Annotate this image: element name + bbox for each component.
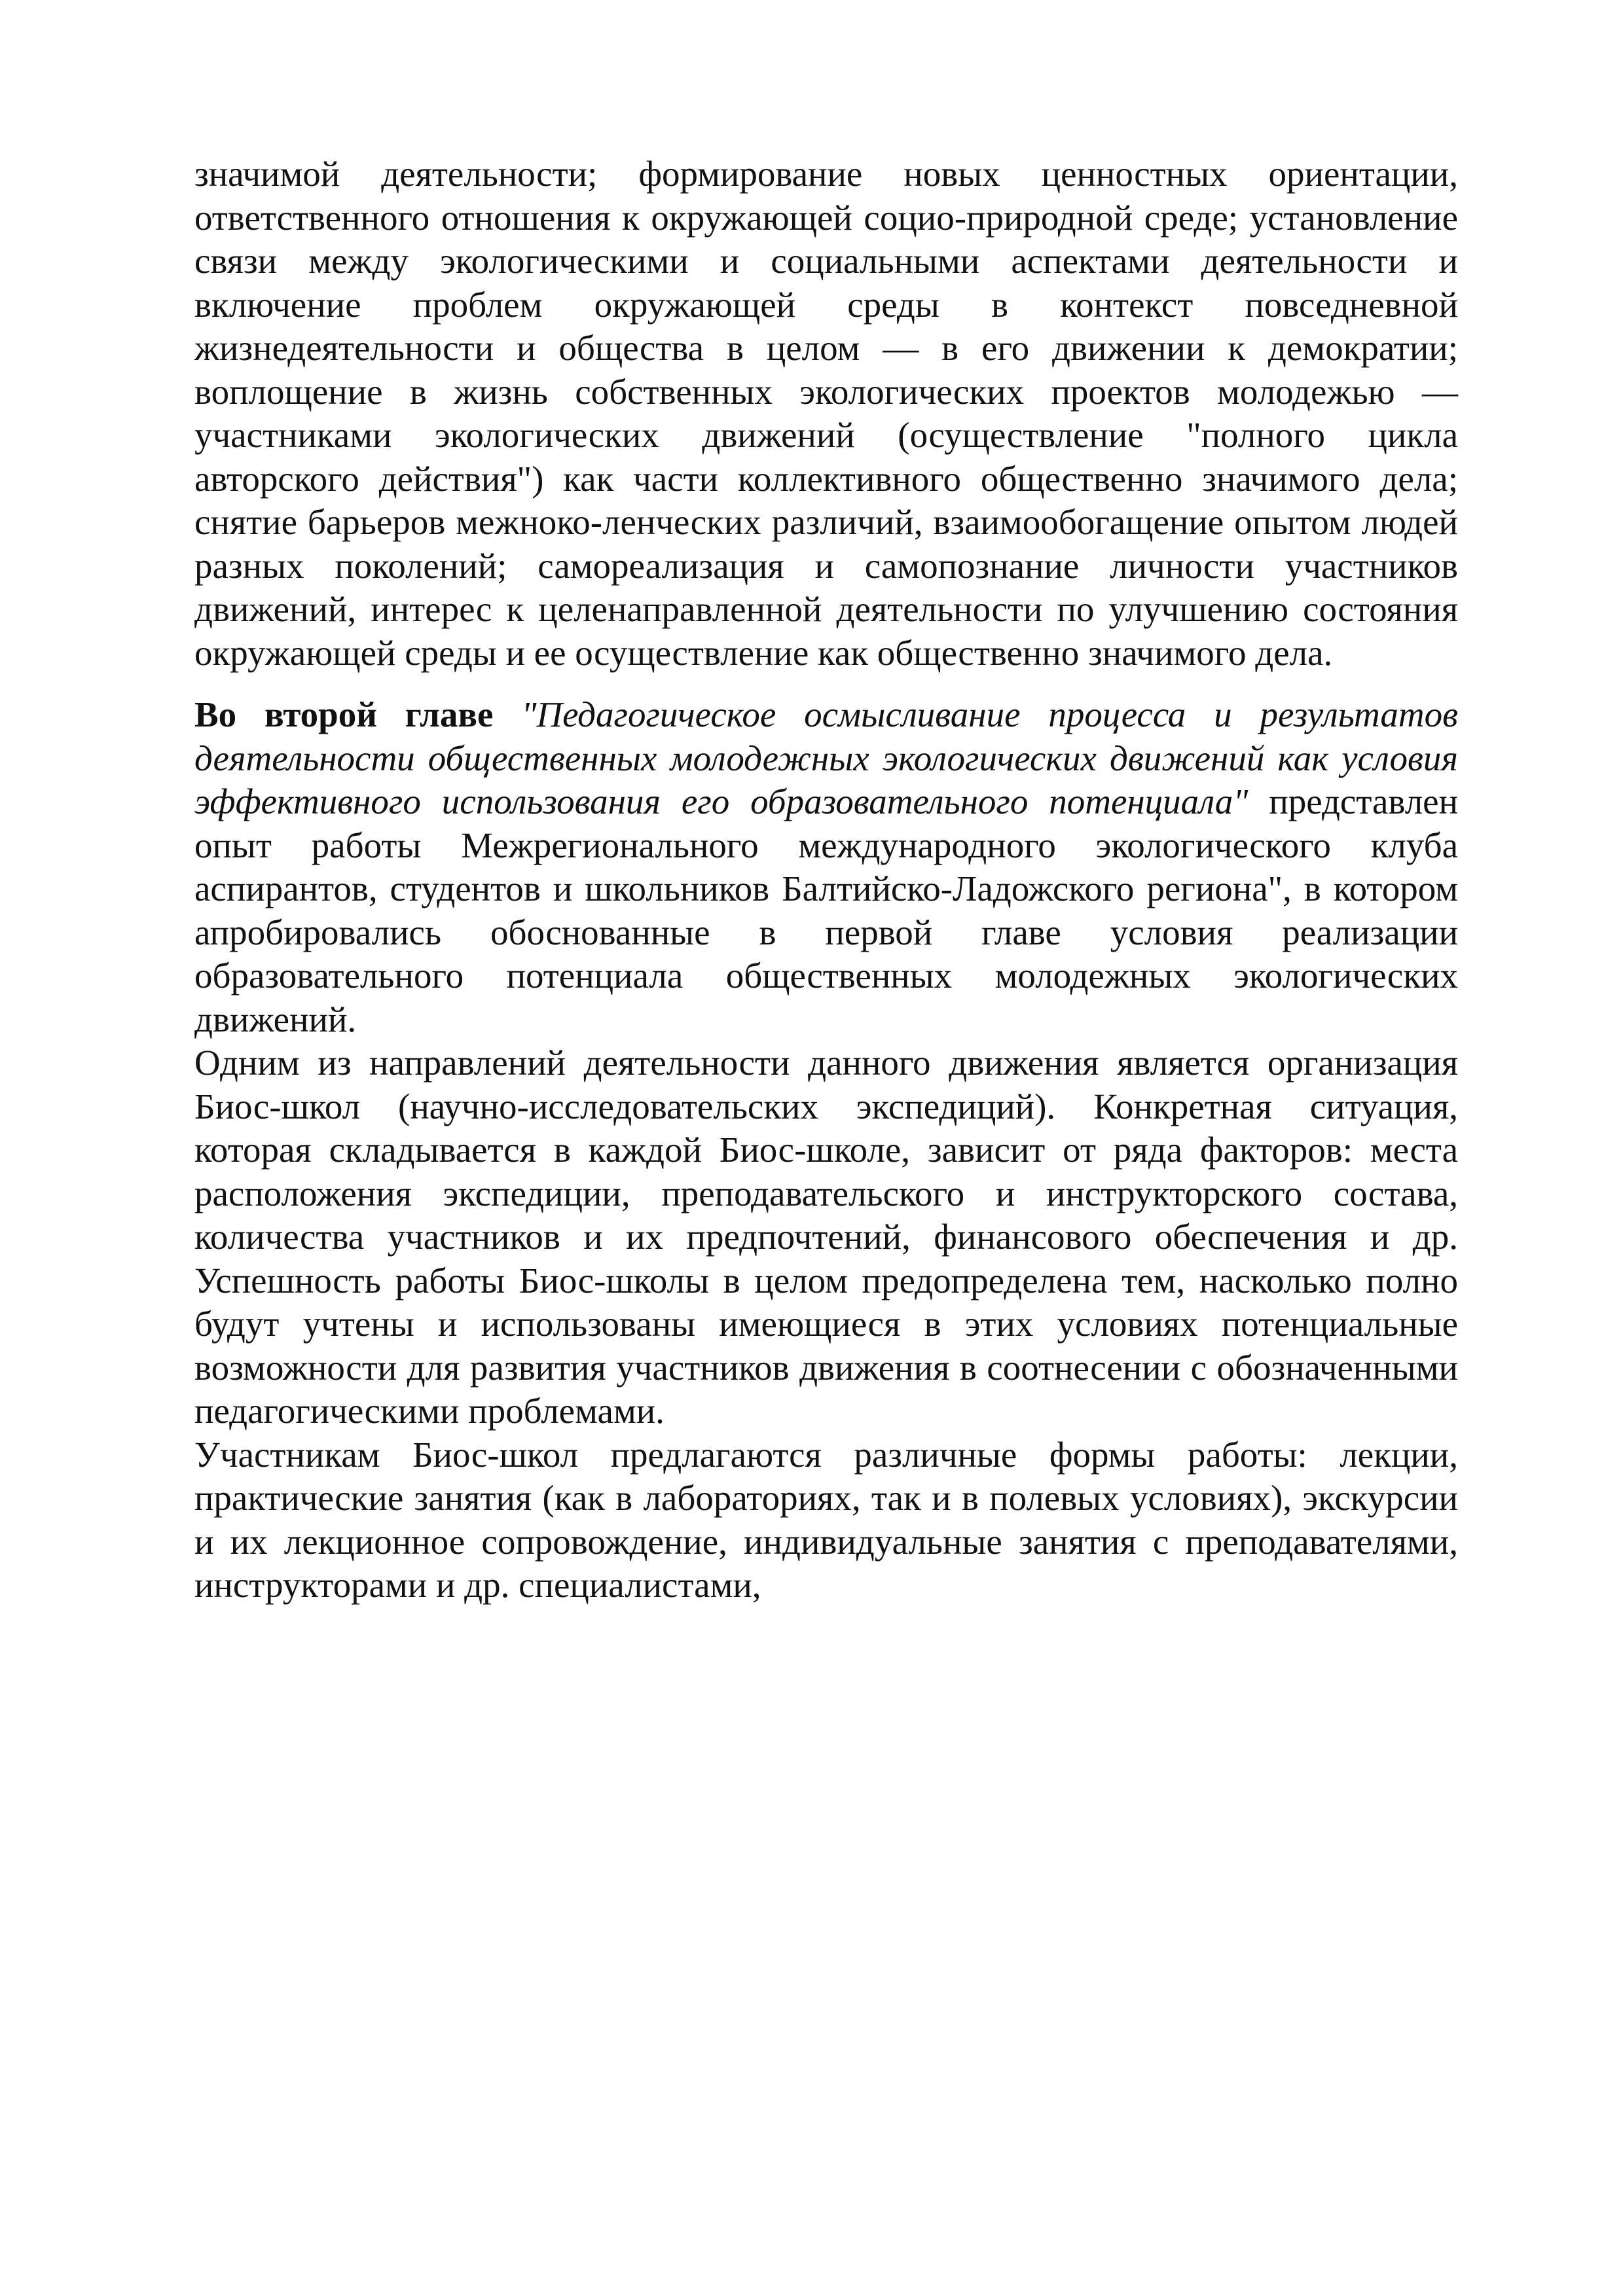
- paragraph-4: Участникам Биос-школ предлагаются различные формы работы: лекции, практические занятия (как в лабораториях, так и в полевых условиях), экскурсии и их лекционное сопровождение, индивидуальные занятия с преподавателями, инструкторами и др. специалистами,: [194, 1434, 1458, 1605]
- paragraph-2-body: представлен опыт работы Межрегионального международного экологического клуба аспирантов, студентов и школьников Балтийско-Ладожского региона", в котором апробировались обоснованные в первой главе условия реализации образовательного потенциала общественных молодежных экологических движений.: [194, 781, 1458, 1039]
- body-text: [194, 152, 1458, 1607]
- chapter-lead: Во второй главе: [194, 694, 494, 734]
- paragraph-3: Одним из направлений деятельности данного движения является организация Биос-школ (научно-исследовательских экспедиций). Конкретная ситуация, которая складывается в каждой Биос-школе, зависит от ряда факторов: места расположения экспедиции, преподавательского и инструкторского состава, количества участников и их предпочтений, финансового обеспечения и др. Успешность работы Биос-школы в целом предопределена тем, насколько полно будут учтены и использованы имеющиеся в этих условиях потенциальные возможности для развития участников движения в соотнесении с обозначенными педагогическими проблемами.: [194, 1043, 1458, 1431]
- chapter-title: "Педагогическое осмысливание процесса и результатов деятельности общественных молодежных экологических движений как условия эффективного использования его образовательного потенциала": [194, 694, 1458, 821]
- paragraph-2: [194, 693, 1458, 1041]
- paragraph-1: значимой деятельности; формирование новых ценностных ориентации, ответственного отношения к окружающей социо-природной среде; установление связи между экологическими и социальными аспектами деятельности и включение проблем окружающей среды в контекст повседневной жизнедеятельности и общества в целом — в его движении к демократии; воплощение в жизнь собственных экологических проектов молодежью — участниками экологических движений (осуществление "полного цикла авторского действия") как части коллективного общественно значимого дела; снятие барьеров межноко-ленческих различий, взаимообогащение опытом людей разных поколений; самореализация и самопознание личности участников движений, интерес к целенаправленной деятельности по улучшению состояния окружающей среды и ее осуществление как общественно значимого дела.: [194, 154, 1458, 673]
